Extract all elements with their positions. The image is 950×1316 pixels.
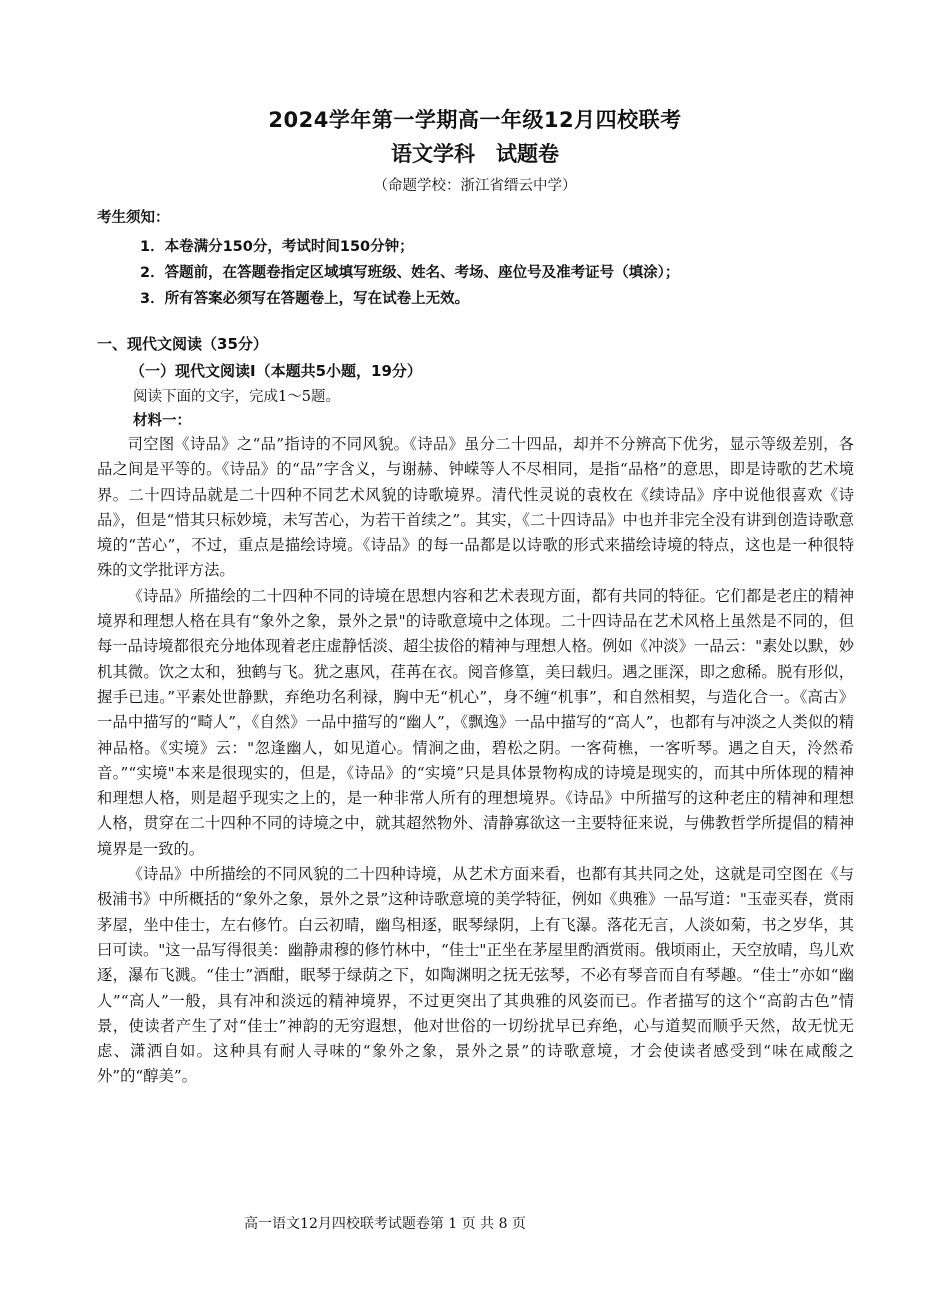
- passage-paragraph: 《诗品》中所描绘的不同风貌的二十四种诗境，从艺术方面来看，也都有其共同之处，这就是司空图在《与极浦书》中所概括的“象外之象，景外之景”这种诗歌意境的美学特征，例如《典雅》一品写道："玉壶买春，赏雨茅屋，坐中佳士，左右修竹。白云初晴，幽鸟相逐，眠琴绿阴，上有飞瀑。落花无言，人淡如菊，书之岁华，其曰可读。"这一品写得很美：幽静肃穆的修竹林中，“佳士"正坐在茅屋里酌酒赏雨。俄顷雨止，天空放晴，鸟儿欢逐，瀑布飞溅。“佳士”酒酣，眠琴于绿荫之下，如陶渊明之抚无弦琴，不必有琴音而自有琴趣。“佳士”亦如“幽人”“高人”一般，具有冲和淡远的精神境界，不过更突出了其典雅的风姿而已。作者描写的这个“高韵古色”情景，使读者产生了对“佳士”神韵的无穷遐想，他对世俗的一切纷扰早已弃绝，心与道契而顺乎天然，故无忧无虑、潇洒自如。这种具有耐人寻味的“象外之象，景外之景”的诗歌意境，才会使读者感受到“味在咸酸之外”的“醇美”。: [97, 865, 854, 1086]
- notice-item: 2．答题前，在答题卷指定区域填写班级、姓名、考场、座位号及准考证号（填涂）；: [140, 265, 680, 281]
- exam-subtitle: 语文学科 试题卷: [391, 142, 559, 166]
- page-footer: 高一语文12月四校联考试题卷第 1 页 共 8 页: [244, 1216, 526, 1232]
- notice-item: 3．所有答案必须写在答题卷上，写在试卷上无效。: [140, 291, 470, 307]
- notice-item: 1．本卷满分150分，考试时间150分钟；: [140, 239, 414, 255]
- material-label: 材料一：: [133, 412, 191, 429]
- school-note: （命题学校：浙江省缙云中学）: [373, 178, 577, 194]
- subsection-title: （一）现代文阅读Ⅰ（本题共5小题，19分）: [130, 362, 422, 380]
- section-title: 一、现代文阅读（35分）: [97, 335, 268, 353]
- passage-paragraph: 司空图《诗品》之“品”指诗的不同风貌。《诗品》虽分二十四品，却并不分辨高下优劣，显示等级差别，各品之间是平等的。《诗品》的“品”字含义，与谢赫、钟嵘等人不尽相同，是指“品格”的意思，即是诗歌的艺术境界。二十四诗品就是二十四种不同艺术风貌的诗歌境界。清代性灵说的袁枚在《续诗品》序中说他很喜欢《诗品》，但是“惜其只标妙境，未写苦心，为若干首续之”。其实，《二十四诗品》中也并非完全没有讲到创造诗歌意境的“苦心”，不过，重点是描绘诗境。《诗品》的每一品都是以诗歌的形式来描绘诗境的特点，这也是一种很特殊的文学批评方法。: [97, 435, 854, 580]
- exam-title: 2024学年第一学期高一年级12月四校联考: [268, 108, 682, 132]
- reading-instruction: 阅读下面的文字，完成1～5题。: [133, 389, 340, 405]
- notice-heading: 考生须知：: [97, 210, 170, 226]
- passage-body: [97, 432, 854, 1090]
- passage-paragraph: 《诗品》所描绘的二十四种不同的诗境在思想内容和艺术表现方面，都有共同的特征。它们都是老庄的精神境界和理想人格在具有“象外之象，景外之景"的诗歌意境中之体现。二十四诗品在艺术风格上虽然是不同的，但每一品诗境都很充分地体现着老庄虚静恬淡、超尘拔俗的精神与理想人格。例如《冲淡》一品云："素处以默，妙机其微。饮之太和，独鹤与飞。犹之惠风，荏苒在衣。阅音修篁，美曰载归。遇之匪深，即之愈稀。脱有形似，握手已违。”平素处世静默，弃绝功名利禄，胸中无“机心”，身不缠“机事”，和自然相契，与造化合一。《高古》一品中描写的“畸人”，《自然》一品中描写的“幽人”，《飘逸》一品中描写的“高人”，也都有与冲淡之人类似的精神品格。《实境》云："忽逢幽人，如见道心。情涧之曲，碧松之阴。一客荷樵，一客听琴。遇之自天，泠然希音。”“实境"本来是很现实的，但是，《诗品》的“实境”只是具体景物构成的诗境是现实的，而其中所体现的精神和理想人格，则是超乎现实之上的，是一种非常人所有的理想境界。《诗品》中所描写的这种老庄的精神和理想人格，贯穿在二十四种不同的诗境之中，就其超然物外、清静寡欲这一主要特征来说，与佛教哲学所提倡的精神境界是一致的。: [97, 586, 854, 858]
